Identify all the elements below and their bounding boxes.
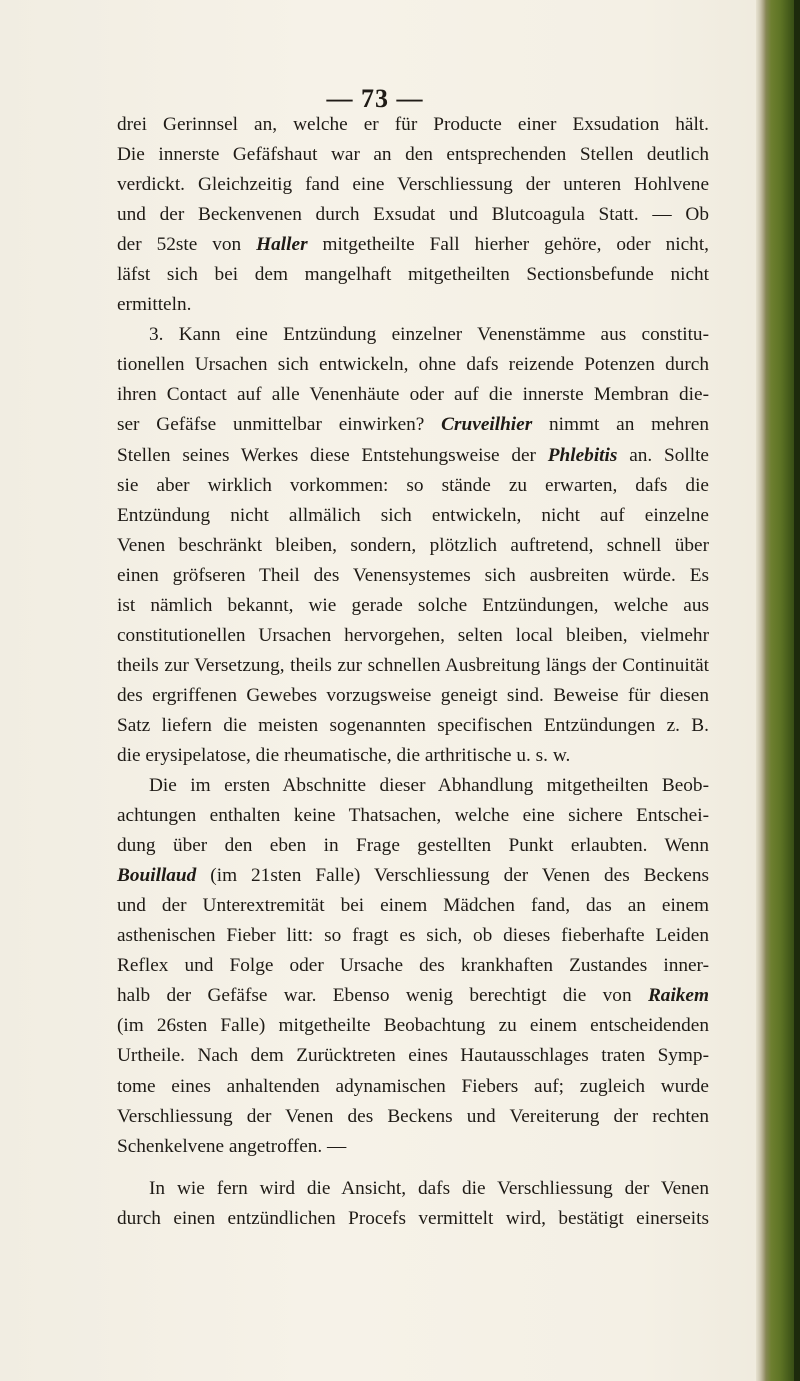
text-line: 3. Kann eine Entzündung einzelner Venenstämme aus constitu- xyxy=(149,324,709,346)
italic-name: Cruveilhier xyxy=(441,414,533,436)
text-line: sie aber wirklich vorkommen: so stände zu erwarten, dafs die xyxy=(117,474,709,496)
text-line: Schenkelvene angetroffen. — xyxy=(117,1135,347,1157)
text-line: der 52ste von Haller mitgetheilte Fall hierher gehöre, oder nicht, xyxy=(117,234,709,256)
text-line: Verschliessung der Venen des Beckens und Vereiterung der rechten xyxy=(117,1105,709,1127)
text-line: drei Gerinnsel an, welche er für Producte einer Exsudation hält. xyxy=(117,114,709,135)
text-line: dung über den eben in Frage gestellten Punkt erlaubten. Wenn xyxy=(117,835,709,857)
text-line: verdickt. Gleichzeitig fand eine Verschliessung der unteren Hohlvene xyxy=(117,174,709,196)
text-line: (im 26sten Falle) mitgetheilte Beobachtung zu einem entscheidenden xyxy=(117,1015,709,1037)
text-line: die erysipelatose, die rheumatische, die arthritische u. s. w. xyxy=(117,744,571,766)
text-line: und der Beckenvenen durch Exsudat und Blutcoagula Statt. — Ob xyxy=(117,204,709,226)
text-line: achtungen enthalten keine Thatsachen, welche eine sichere Entschei- xyxy=(117,805,709,827)
text-line: tome eines anhaltenden adynamischen Fiebers auf; zugleich wurde xyxy=(117,1075,709,1097)
text-line: Urtheile. Nach dem Zurücktreten eines Hautausschlages traten Symp- xyxy=(117,1045,709,1067)
text-line: halb der Gefäfse war. Ebenso wenig berechtigt die von Raikem xyxy=(117,985,709,1007)
text-line: Reflex und Folge oder Ursache des krankhaften Zustandes inner- xyxy=(117,955,709,977)
text-line: theils zur Versetzung, theils zur schnellen Ausbreitung längs der Continuität xyxy=(117,654,709,676)
paragraph-gap xyxy=(117,1162,709,1174)
text-line: und der Unterextremität bei einem Mädchen fand, das an einem xyxy=(117,895,709,917)
text-line: Satz liefern die meisten sogenannten specifischen Entzündungen z. B. xyxy=(117,714,709,736)
book-binding-edge xyxy=(756,0,800,1381)
italic-name: Raikem xyxy=(647,985,709,1007)
italic-name: Bouillaud xyxy=(117,865,197,887)
text-line: einen gröfseren Theil des Venensystemes sich ausbreiten würde. Es xyxy=(117,564,709,586)
text-line: asthenischen Fieber litt: so fragt es sich, ob dieses fieberhafte Leiden xyxy=(117,925,709,947)
text-line: Stellen seines Werkes diese Entstehungsweise der Phlebitis an. Sollte xyxy=(117,444,709,466)
text-line: ermitteln. xyxy=(117,294,192,316)
text-line: ihren Contact auf alle Venenhäute oder auf die innerste Membran die- xyxy=(117,384,709,406)
text-line: durch einen entzündlichen Procefs vermittelt wird, bestätigt einerseits xyxy=(117,1207,709,1229)
text-line: tionellen Ursachen sich entwickeln, ohne dafs reizende Potenzen durch xyxy=(117,354,709,376)
text-line: Venen beschränkt bleiben, sondern, plötzlich auftretend, schnell über xyxy=(117,534,709,556)
text-line: constitutionellen Ursachen hervorgehen, selten local bleiben, vielmehr xyxy=(117,624,709,646)
text-line: des ergriffenen Gewebes vorzugsweise geneigt sind. Beweise für diesen xyxy=(117,684,709,706)
text-line: ser Gefäfse unmittelbar einwirken? Cruveilhier nimmt an mehren xyxy=(117,414,709,436)
text-line: ist nämlich bekannt, wie gerade solche Entzündungen, welche aus xyxy=(117,594,709,616)
italic-name: Haller xyxy=(256,234,308,256)
italic-name: Phlebitis xyxy=(547,444,618,466)
page-number: — 73 — xyxy=(326,84,424,113)
text-line: Entzündung nicht allmälich sich entwickeln, nicht auf einzelne xyxy=(117,504,709,526)
text-line: Bouillaud (im 21sten Falle) Verschliessung der Venen des Beckens xyxy=(117,865,709,887)
body-text xyxy=(117,110,709,1234)
text-line: Die im ersten Abschnitte dieser Abhandlung mitgetheilten Beob- xyxy=(149,775,709,797)
text-line: In wie fern wird die Ansicht, dafs die Verschliessung der Venen xyxy=(149,1177,709,1199)
text-line: Die innerste Gefäfshaut war an den entsprechenden Stellen deutlich xyxy=(117,144,709,166)
text-line: läfst sich bei dem mangelhaft mitgetheilten Sectionsbefunde nicht xyxy=(117,264,709,286)
